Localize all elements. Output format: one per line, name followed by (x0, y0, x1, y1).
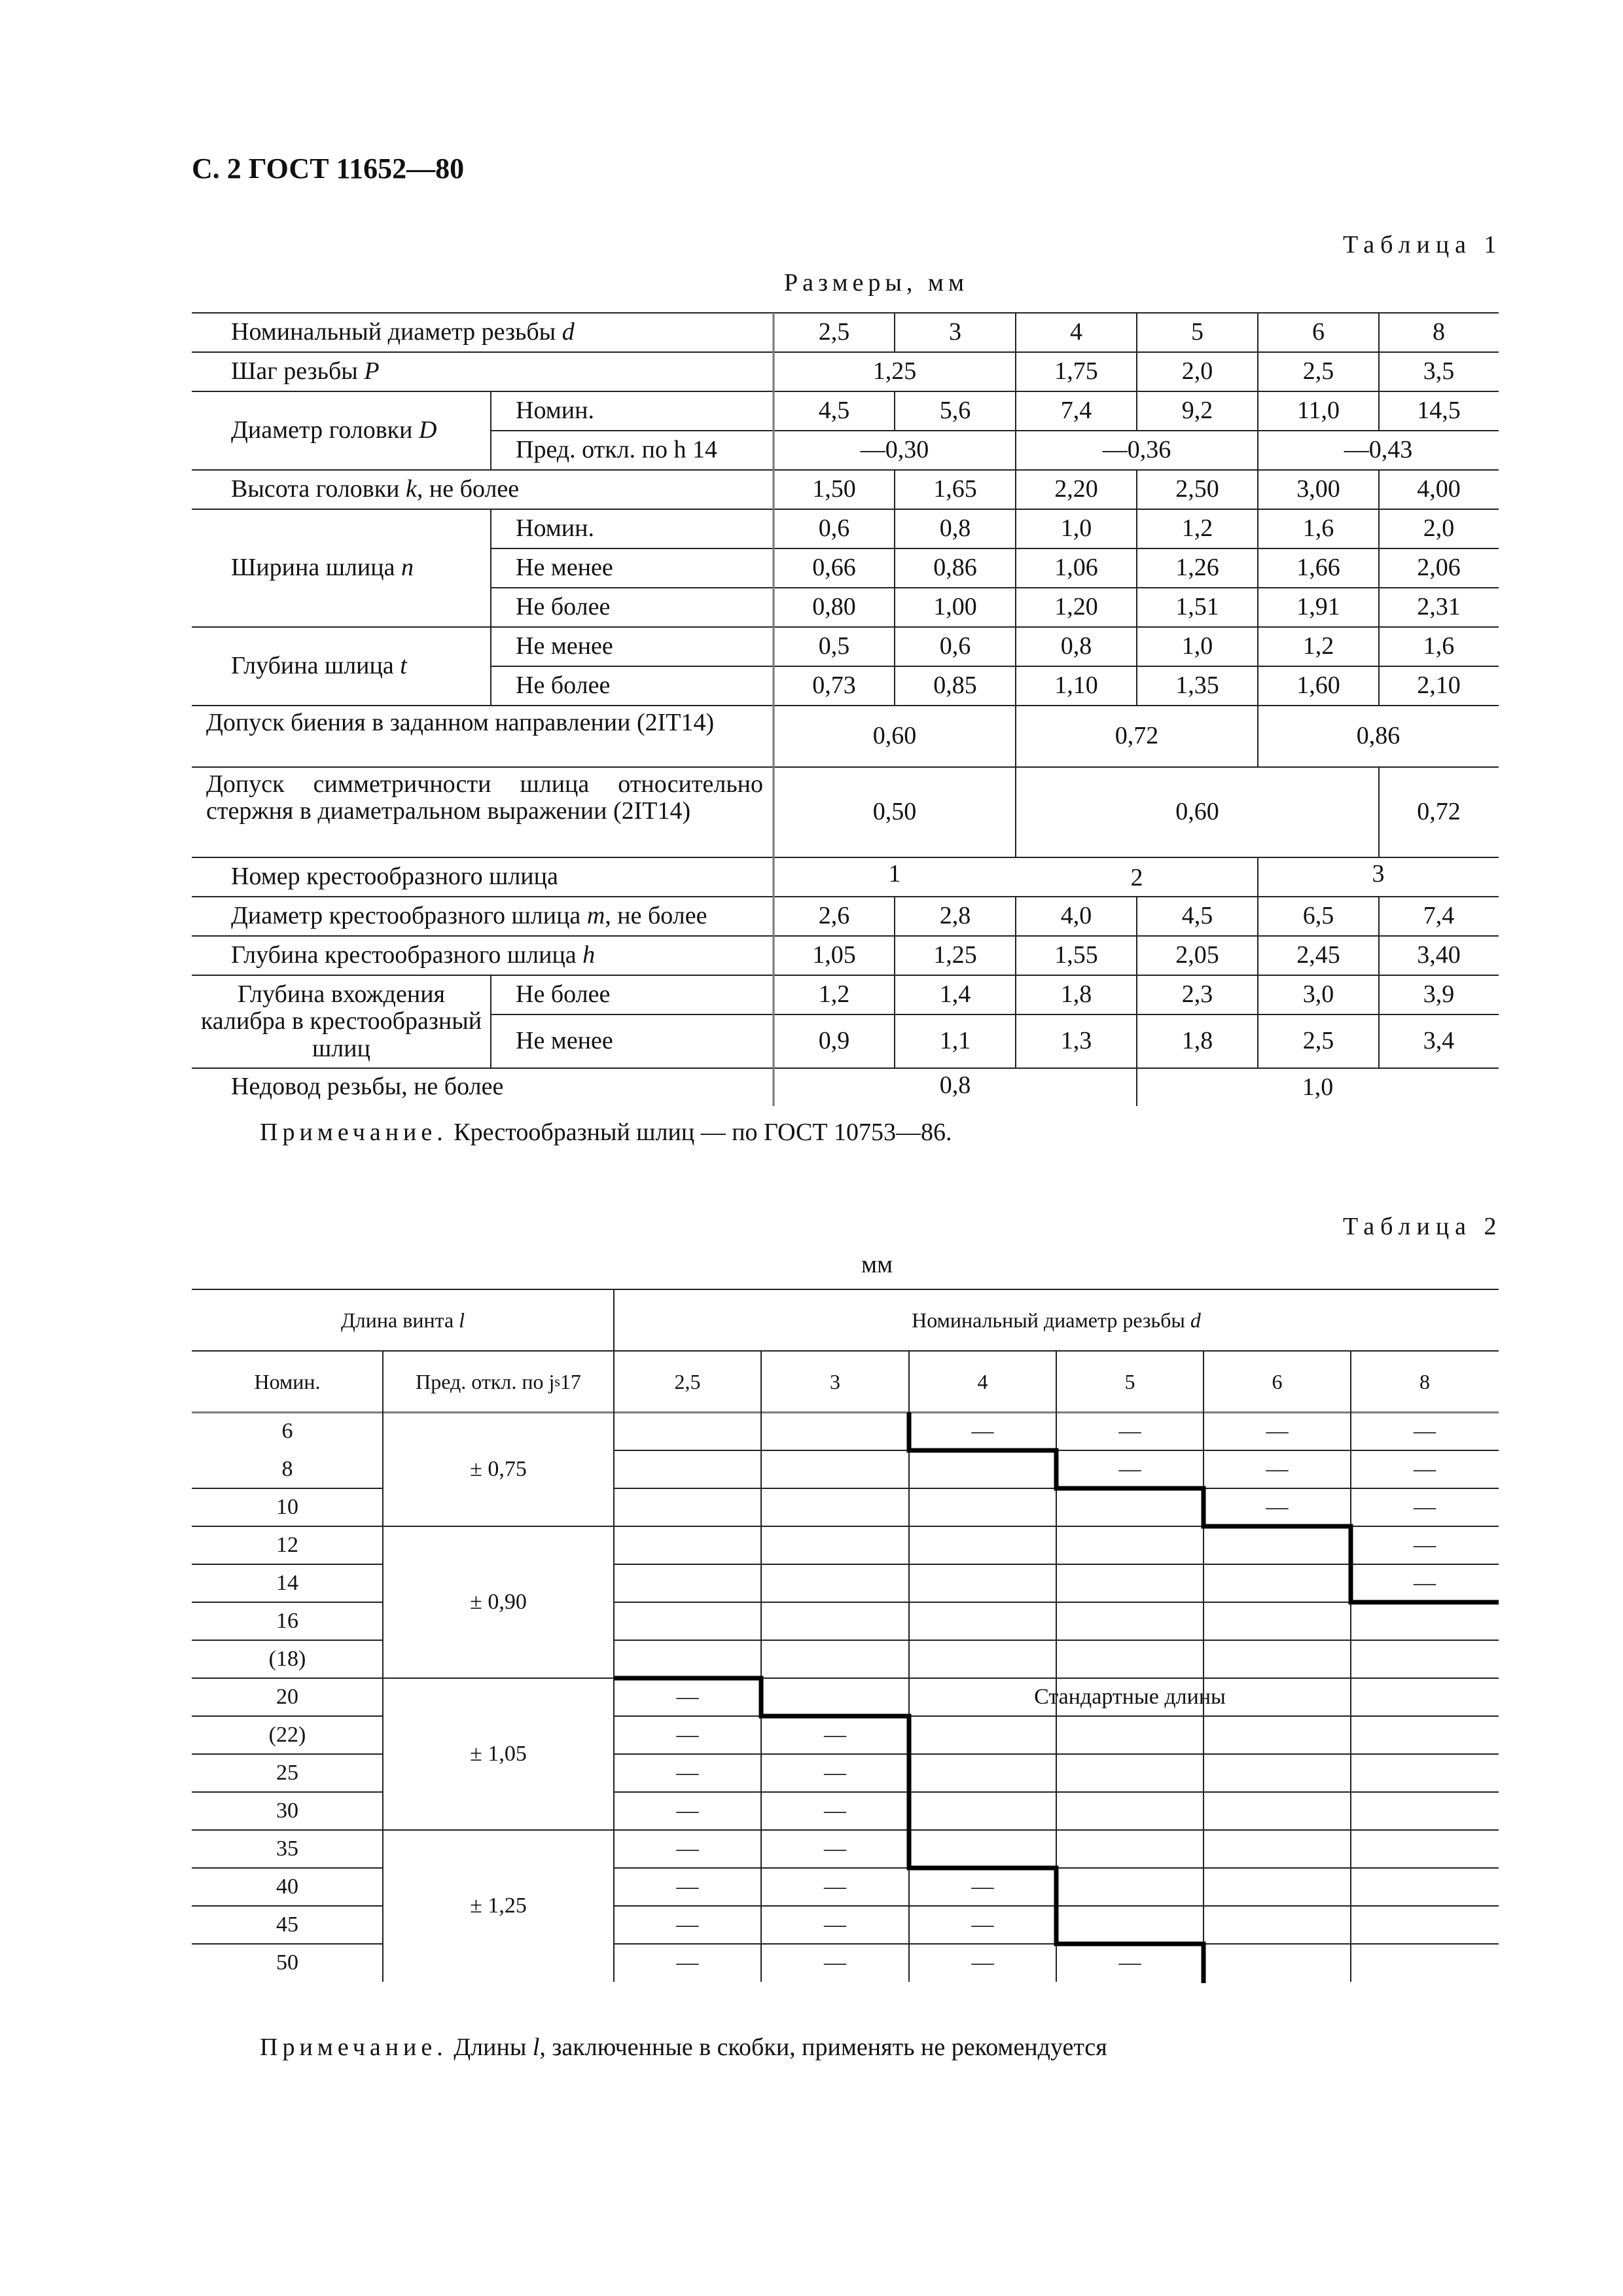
t2-dash: — (1266, 1494, 1289, 1519)
t1-slotn-nom-label: Номин. (516, 514, 594, 543)
t2-length-7: 20 (276, 1684, 298, 1709)
t1-gauge-max-2: 1,8 (1060, 980, 1092, 1009)
t1-slott-min-1: 0,6 (939, 632, 971, 660)
t2-length-header: Длина винта l (340, 1308, 465, 1332)
t1-gauge-max-5: 3,9 (1423, 980, 1455, 1009)
t2-dash: — (824, 1722, 846, 1747)
t2-dash: — (676, 1798, 699, 1823)
t1-symm-2: 0,72 (1417, 798, 1461, 826)
t1-undercut-0: 0,8 (939, 1071, 971, 1100)
t1-slotn-nom-5: 2,0 (1423, 514, 1455, 543)
t1-gauge-min-3: 1,8 (1181, 1027, 1213, 1055)
t1-slott-min-0: 0,5 (818, 632, 850, 660)
t1-headd-tol-0: —0,30 (860, 436, 929, 464)
t2-standard-label: Стандартные длины (1034, 1684, 1226, 1709)
t1-slotn-min-3: 1,26 (1175, 554, 1219, 582)
t2-dash: — (971, 1950, 994, 1975)
t2-dash: — (971, 1874, 994, 1899)
t2-length-10: 30 (276, 1798, 298, 1823)
t1-gauge-label: Глубина вхождения калибра в крестообразный шлиц (200, 980, 482, 1062)
t1-gauge-max-label: Не более (516, 980, 611, 1009)
t1-crossh-5: 3,40 (1417, 941, 1461, 969)
t1-slotn-min-label: Не менее (516, 554, 613, 582)
t2-tol-header: Пред. откл. по j s 17 (416, 1369, 581, 1393)
t2-dash: — (676, 1950, 699, 1975)
t2-length-2: 10 (276, 1494, 298, 1519)
t1-diam-2: 4 (1070, 318, 1082, 346)
t1-gauge-min-5: 3,4 (1423, 1027, 1455, 1055)
t2-length-1: 8 (281, 1456, 293, 1481)
t2-length-9: 25 (276, 1760, 298, 1785)
t2-dash: — (1414, 1494, 1436, 1519)
t1-diam-4: 6 (1312, 318, 1325, 346)
t1-slott-max-0: 0,73 (812, 672, 856, 700)
t2-tol-0: ± 0,75 (470, 1456, 527, 1481)
t1-slott-max-2: 1,10 (1054, 672, 1098, 700)
t1-headd-nom-0: 4,5 (818, 397, 850, 425)
t2-diam-0: 2,5 (674, 1369, 701, 1393)
t2-length-8: (22) (268, 1722, 306, 1747)
page-header: С. 2 ГОСТ 11652—80 (192, 152, 465, 185)
t2-dash: — (1266, 1418, 1289, 1443)
t1-slotn-max-4: 1,91 (1296, 593, 1340, 621)
t2-diam-header: Номинальный диаметр резьбы d (912, 1308, 1201, 1332)
t2-diam-1: 3 (830, 1369, 840, 1393)
t2-dash: — (1414, 1418, 1436, 1443)
t2-dash: — (1118, 1950, 1141, 1975)
t1-headd-nom-4: 11,0 (1296, 397, 1340, 425)
t2-length-3: 12 (276, 1532, 298, 1557)
t1-slott-max-1: 0,85 (933, 672, 977, 700)
t2-length-12: 40 (276, 1874, 298, 1899)
t1-slott-max-5: 2,10 (1417, 672, 1461, 700)
t1-crossm-4: 6,5 (1302, 902, 1334, 930)
t2-dash: — (1118, 1456, 1141, 1481)
t1-crossno-label: Номер крестообразного шлица (231, 863, 558, 891)
t2-dash: — (1118, 1418, 1141, 1443)
t1-crossm-0: 2,6 (818, 902, 850, 930)
t2-length-14: 50 (276, 1950, 298, 1975)
t1-gauge-max-1: 1,4 (939, 980, 971, 1009)
t1-gauge-min-0: 0,9 (818, 1027, 850, 1055)
t1-slott-min-2: 0,8 (1060, 632, 1092, 660)
t1-headk-1: 1,65 (933, 475, 977, 503)
t1-crossno-1: 2 (1130, 864, 1143, 892)
t1-slott-label: Глубина шлица t (231, 652, 407, 680)
t2-tol-3: ± 1,25 (470, 1893, 527, 1918)
t1-gauge-min-4: 2,5 (1302, 1027, 1334, 1055)
t2-dash: — (824, 1912, 846, 1937)
t2-dash: — (971, 1418, 994, 1443)
t1-symm-label: Допуск симметричности шлица относительно стержня в диаметральном выражении (2IT14) (206, 770, 763, 825)
t1-symm-1: 0,60 (1175, 798, 1219, 826)
table2-caption: Таблица 2 (1343, 1213, 1503, 1240)
t1-slotn-min-5: 2,06 (1417, 554, 1461, 582)
t1-diam-3: 5 (1191, 318, 1204, 346)
t1-crossh-2: 1,55 (1054, 941, 1098, 969)
t2-length-5: 16 (276, 1608, 298, 1633)
t1-crossh-4: 2,45 (1296, 941, 1340, 969)
t1-headd-tol-1: —0,36 (1102, 436, 1171, 464)
t2-tol-2: ± 1,05 (470, 1741, 527, 1766)
t1-headd-label: Диаметр головки D (231, 416, 437, 444)
t1-runout-label: Допуск биения в заданном направлении (2IT14) (206, 709, 715, 736)
t1-diam-1: 3 (949, 318, 961, 346)
t1-headk-5: 4,00 (1417, 475, 1461, 503)
t1-pitch-4: 3,5 (1423, 357, 1455, 386)
t1-diam-5: 8 (1433, 318, 1445, 346)
t2-dash: — (676, 1684, 699, 1709)
t2-dash: — (676, 1874, 699, 1899)
t1-slotn-nom-2: 1,0 (1060, 514, 1092, 543)
t2-dash: — (676, 1912, 699, 1937)
t2-dash: — (1414, 1532, 1436, 1557)
t1-gauge-min-2: 1,3 (1060, 1027, 1092, 1055)
t1-crossno-2: 3 (1372, 860, 1385, 888)
t1-pitch-3: 2,5 (1302, 357, 1334, 386)
t1-slotn-max-1: 1,00 (933, 593, 977, 621)
t2-dash: — (824, 1760, 846, 1785)
t2-length-11: 35 (276, 1836, 298, 1861)
t1-slott-max-label: Не более (516, 672, 611, 700)
t2-tol-1: ± 0,90 (470, 1589, 527, 1614)
t1-slotn-min-0: 0,66 (812, 554, 856, 582)
t1-slotn-max-2: 1,20 (1054, 593, 1098, 621)
t2-dash: — (824, 1950, 846, 1975)
t1-slotn-max-3: 1,51 (1175, 593, 1219, 621)
t1-slott-max-3: 1,35 (1175, 672, 1219, 700)
t1-runout-2: 0,86 (1356, 722, 1400, 750)
t1-crossm-5: 7,4 (1423, 902, 1455, 930)
t1-crossh-1: 1,25 (933, 941, 977, 969)
t2-length-6: (18) (268, 1646, 306, 1671)
table2-units: мм (861, 1251, 893, 1278)
t1-slotn-nom-0: 0,6 (818, 514, 850, 543)
t1-slott-min-label: Не менее (516, 632, 613, 660)
t2-diam-3: 5 (1124, 1369, 1135, 1393)
t1-headd-nom-1: 5,6 (939, 397, 971, 425)
t2-dash: — (1266, 1456, 1289, 1481)
t2-length-4: 14 (276, 1570, 298, 1595)
table1-note: Примечание. Крестообразный шлиц — по ГОСТ 10753—86. (260, 1119, 952, 1146)
t2-length-13: 45 (276, 1912, 298, 1937)
t1-slotn-max-0: 0,80 (812, 593, 856, 621)
table1-units: Размеры, мм (784, 269, 969, 296)
t2-dash: — (676, 1836, 699, 1861)
t1-headd-nom-3: 9,2 (1181, 397, 1213, 425)
t1-crossh-label: Глубина крестообразного шлица h (231, 941, 596, 969)
t1-headk-0: 1,50 (812, 475, 856, 503)
t1-runout-1: 0,72 (1115, 722, 1159, 750)
t1-headk-2: 2,20 (1054, 475, 1098, 503)
t1-pitch-0: 1,25 (872, 357, 917, 386)
t2-diam-4: 6 (1272, 1369, 1283, 1393)
t1-symm-0: 0,50 (872, 798, 917, 826)
t2-nomin-header: Номин. (254, 1369, 321, 1393)
t1-slotn-max-5: 2,31 (1417, 593, 1461, 621)
t1-headk-3: 2,50 (1175, 475, 1219, 503)
t1-crossh-3: 2,05 (1175, 941, 1219, 969)
t1-slotn-nom-4: 1,6 (1302, 514, 1334, 543)
t2-dash: — (1414, 1570, 1436, 1595)
t2-dash: — (971, 1912, 994, 1937)
t1-undercut-1: 1,0 (1302, 1073, 1334, 1102)
t1-crossh-0: 1,05 (812, 941, 856, 969)
t1-crossm-label: Диаметр крестообразного шлица m , не более (231, 902, 707, 930)
t2-dash: — (824, 1798, 846, 1823)
table1-caption: Таблица 1 (1343, 231, 1503, 259)
t1-slotn-nom-3: 1,2 (1181, 514, 1213, 543)
t1-slott-min-4: 1,2 (1302, 632, 1334, 660)
t1-gauge-max-0: 1,2 (818, 980, 850, 1009)
t1-headk-4: 3,00 (1296, 475, 1340, 503)
t1-crossm-3: 4,5 (1181, 902, 1213, 930)
t2-dash: — (1414, 1456, 1436, 1481)
t1-crossm-2: 4,0 (1060, 902, 1092, 930)
t1-gauge-max-3: 2,3 (1181, 980, 1213, 1009)
t1-pitch-label: Шаг резьбы P (231, 357, 380, 386)
t1-crossm-1: 2,8 (939, 902, 971, 930)
t2-diam-2: 4 (977, 1369, 988, 1393)
t1-diam-label: Номинальный диаметр резьбы d (231, 318, 575, 346)
t1-crossno-0: 1 (888, 860, 901, 888)
t1-gauge-min-1: 1,1 (939, 1027, 971, 1055)
t2-dash: — (824, 1874, 846, 1899)
t2-dash: — (676, 1760, 699, 1785)
t1-pitch-2: 2,0 (1181, 357, 1213, 386)
t1-headd-tol-label: Пред. откл. по h 14 (516, 436, 718, 464)
t2-diam-5: 8 (1419, 1369, 1430, 1393)
t1-headd-nom-2: 7,4 (1060, 397, 1092, 425)
t1-slotn-min-2: 1,06 (1054, 554, 1098, 582)
table2-note: Примечание. Длины l, заключенные в скобки, применять не рекомендуется (260, 2034, 1107, 2061)
t1-undercut-label: Недовод резьбы, не более (231, 1073, 504, 1101)
t2-dash: — (676, 1722, 699, 1747)
t1-slotn-nom-1: 0,8 (939, 514, 971, 543)
t1-runout-0: 0,60 (872, 722, 917, 750)
t1-diam-0: 2,5 (818, 318, 850, 346)
t1-slotn-max-label: Не более (516, 593, 611, 621)
t1-headd-nom-label: Номин. (516, 397, 594, 425)
t1-headd-nom-5: 14,5 (1417, 397, 1461, 425)
t1-slott-min-5: 1,6 (1423, 632, 1455, 660)
t1-pitch-1: 1,75 (1054, 357, 1098, 386)
t1-slotn-label: Ширина шлица n (231, 554, 414, 582)
t1-gauge-min-label: Не менее (516, 1027, 613, 1055)
t1-slotn-min-4: 1,66 (1296, 554, 1340, 582)
t1-headd-tol-2: —0,43 (1344, 436, 1413, 464)
t1-slott-max-4: 1,60 (1296, 672, 1340, 700)
t1-gauge-max-4: 3,0 (1302, 980, 1334, 1009)
t2-length-0: 6 (281, 1418, 293, 1443)
t1-slott-min-3: 1,0 (1181, 632, 1213, 660)
t1-slotn-min-1: 0,86 (933, 554, 977, 582)
t2-dash: — (824, 1836, 846, 1861)
t1-headk-label: Высота головки k , не более (231, 475, 520, 503)
